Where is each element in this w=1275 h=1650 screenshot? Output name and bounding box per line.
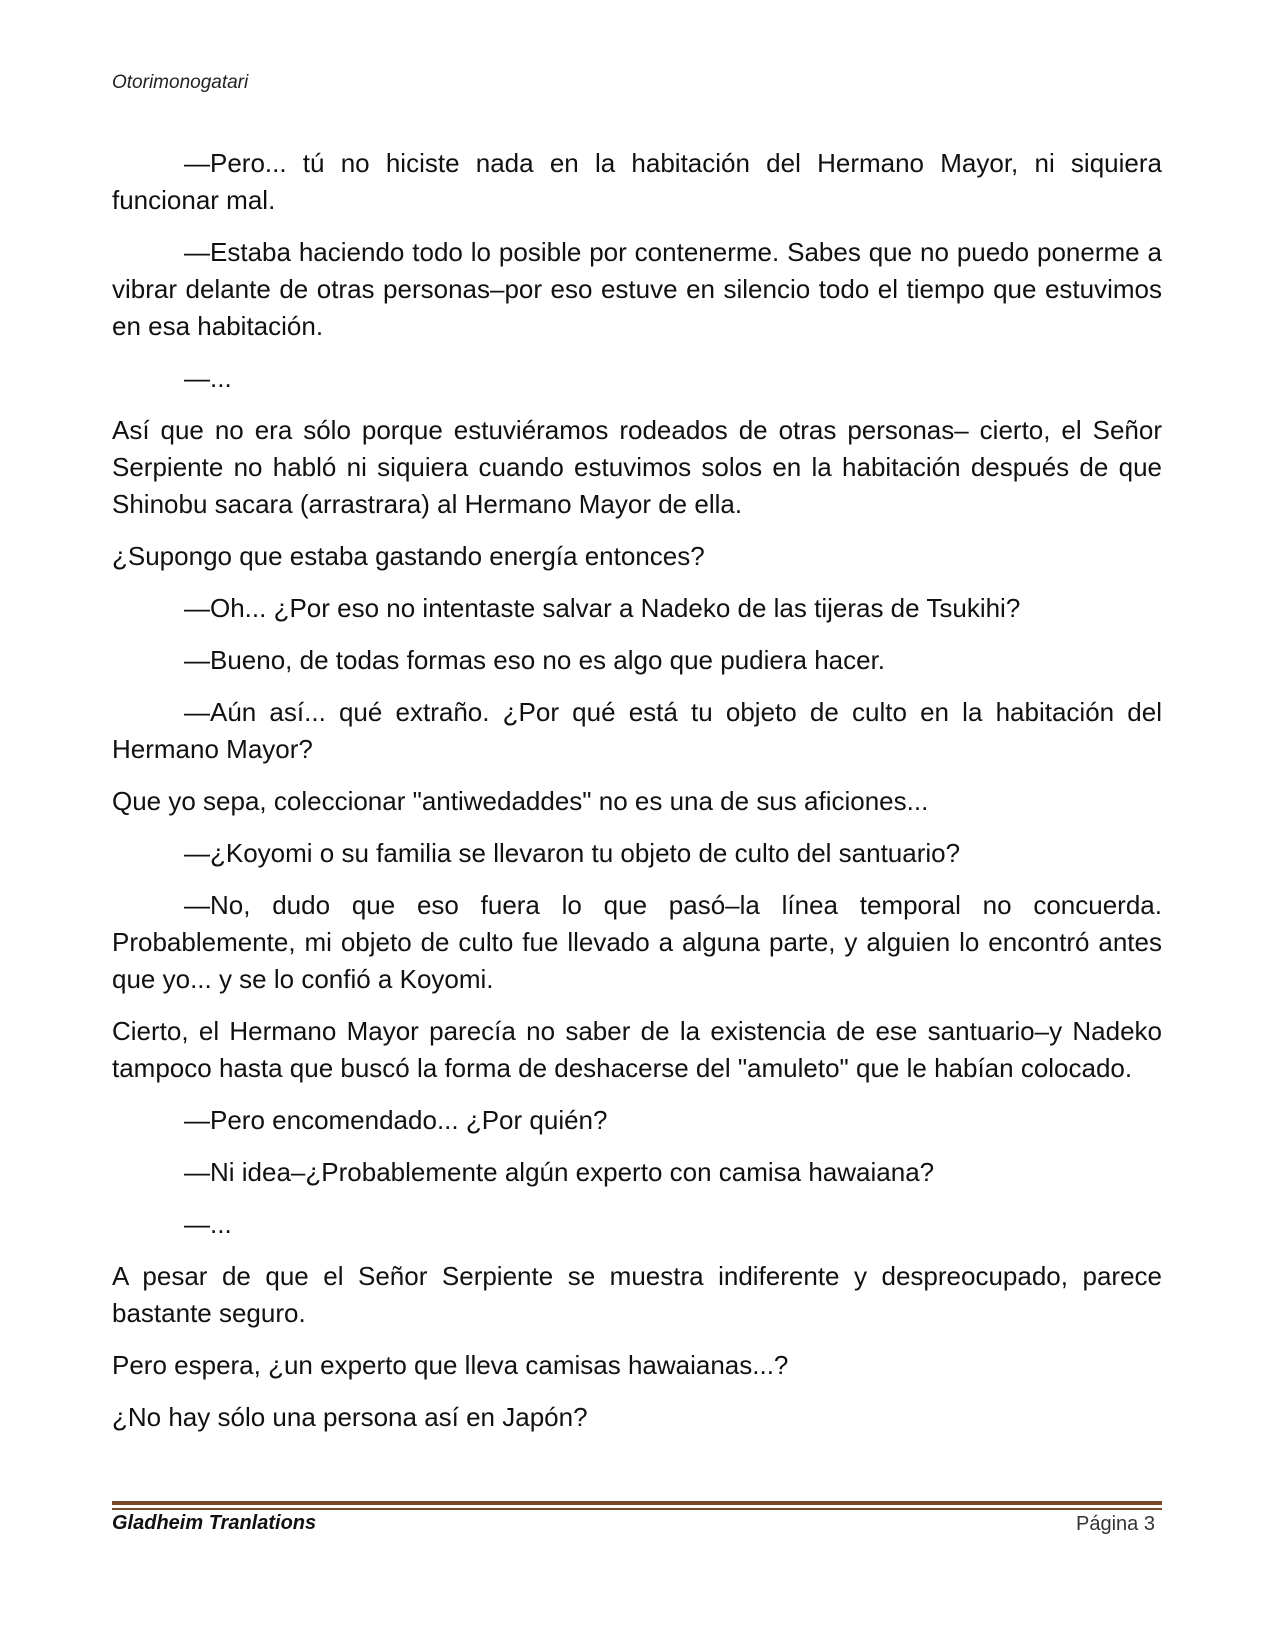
page-number: Página 3 [1076, 1513, 1155, 1535]
paragraph: —... [184, 363, 232, 393]
paragraph: —Pero encomendado... ¿Por quién? [184, 1105, 608, 1135]
paragraph: —Oh... ¿Por eso no intentaste salvar a Nadeko de las tijeras de Tsukihi? [184, 593, 1021, 623]
paragraph: —No, dudo que eso fuera lo que pasó–la línea temporal no concuerda. Probablemente, mi objeto de culto fue llevado a alguna parte, y alguien lo encontró antes que yo... y se lo confió a Koyomi. [112, 890, 1162, 994]
paragraph: —Estaba haciendo todo lo posible por contenerme. Sabes que no puedo ponerme a vibrar delante de otras personas–por eso estuve en silencio todo el tiempo que estuvimos en esa habitación. [112, 237, 1162, 341]
paragraph: —¿Koyomi o su familia se llevaron tu objeto de culto del santuario? [184, 838, 961, 868]
paragraph: —... [184, 1209, 232, 1239]
paragraph: —Ni idea–¿Probablemente algún experto con camisa hawaiana? [184, 1157, 935, 1187]
document-body [112, 145, 1162, 1451]
footer-rule-thin [112, 1508, 1162, 1510]
running-header: Otorimonogatari [112, 72, 249, 93]
paragraph: Pero espera, ¿un experto que lleva camisas hawaianas...? [112, 1350, 789, 1380]
paragraph: ¿Supongo que estaba gastando energía entonces? [112, 541, 705, 571]
footer-publisher: Gladheim Tranlations [112, 1512, 317, 1534]
paragraph: ¿No hay sólo una persona así en Japón? [112, 1402, 588, 1432]
paragraph: A pesar de que el Señor Serpiente se muestra indiferente y despreocupado, parece bastante seguro. [112, 1261, 1162, 1328]
footer-rule-thick [112, 1501, 1162, 1505]
paragraph: Así que no era sólo porque estuviéramos rodeados de otras personas– cierto, el Señor Serpiente no habló ni siquiera cuando estuvimos solos en la habitación después de que Shinobu sacara (arrastrara) al Hermano Mayor de ella. [112, 415, 1162, 519]
paragraph: Cierto, el Hermano Mayor parecía no saber de la existencia de ese santuario–y Nadeko tampoco hasta que buscó la forma de deshacerse del "amuleto" que le habían colocado. [112, 1016, 1162, 1083]
paragraph: —Aún así... qué extraño. ¿Por qué está tu objeto de culto en la habitación del Hermano Mayor? [112, 697, 1162, 764]
paragraph: Que yo sepa, coleccionar "antiwedaddes" no es una de sus aficiones... [112, 786, 929, 816]
paragraph: —Pero... tú no hiciste nada en la habitación del Hermano Mayor, ni siquiera funcionar mal. [112, 148, 1162, 215]
paragraph: —Bueno, de todas formas eso no es algo que pudiera hacer. [184, 645, 886, 675]
